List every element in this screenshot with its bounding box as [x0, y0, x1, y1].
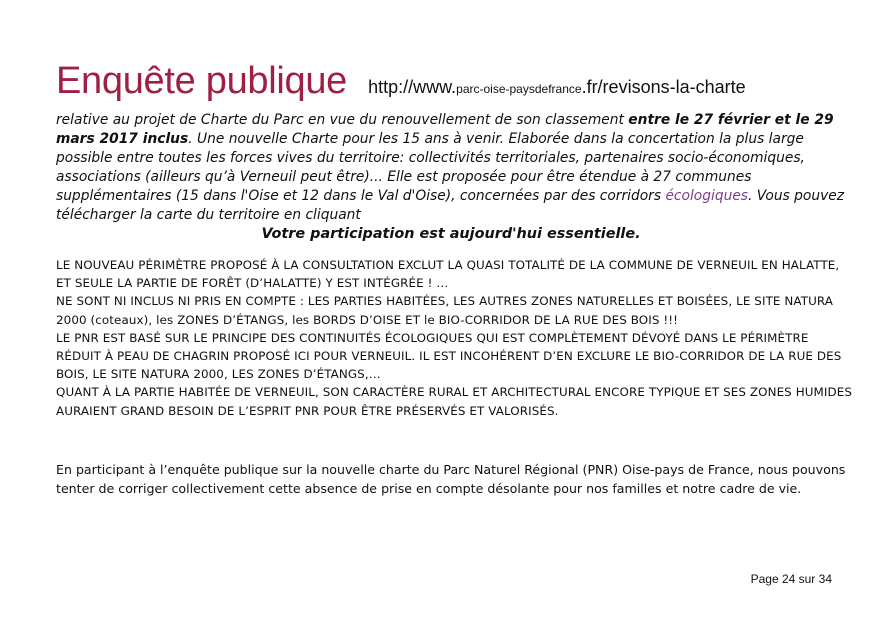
notice-paragraph: LE PNR EST BASÉ SUR LE PRINCIPE DES CONTINUITÉS ÉCOLOGIQUES QUI EST COMPLÈTEMENT DÉVOYÉ DANS LE PÉRIMÈTRE RÉDUIT À PEAU DE CHAGRIN PROPOSÉ ICI POUR VERNEUIL. IL EST INCOHÉRENT D’EN EXCLURE LE BIO-CORRIDOR DE LA RUE DES BOIS, LE SITE NATURA 2000, LES ZONES D’ÉTANGS,…: [56, 330, 842, 382]
url-domain: parc-oise-paysdefrance: [456, 82, 582, 96]
charter-url-link[interactable]: [368, 77, 746, 97]
intro-paragraph: [56, 111, 856, 244]
page-title: Enquête publique: [56, 60, 348, 102]
intro-text-2: . Une nouvelle Charte pour les 15 ans à venir. Elaborée dans la concertation la plus large possible entre toutes les forces vives du territoire: collectivités territoriales, partenaires socio-économiques, associations (ailleurs qu’à Verneuil peut être)... Elle est proposée pour être étendue à 27 communes supplémentaires (15 dans l'Oise et 12 dans le Val d'Oise), concernées par des corridors: [56, 131, 805, 204]
participation-callout: Votre participation est aujourd'hui essentielle.: [261, 226, 641, 242]
url-prefix: http://www.: [368, 77, 457, 97]
page-header: [56, 60, 746, 103]
notice-paragraph: LE NOUVEAU PÉRIMÈTRE PROPOSÉ À LA CONSULTATION EXCLUT LA QUASI TOTALITÉ DE LA COMMUNE DE VERNEUIL EN HALATTE, ET SEULE LA PARTIE DE FORÊT (D’HALATTE) Y EST INTÉGRÉE ! …: [56, 258, 840, 291]
closing-paragraph: En participant à l’enquête publique sur la nouvelle charte du Parc Naturel Régional (PNR) Oise-pays de France, nous pouvons tenter de corriger collectivement cette absence de prise en compte désolante pour nos familles et notre cadre de vie.: [56, 462, 846, 496]
intro-text-1: relative au projet de Charte du Parc en vue du renouvellement de son classement: [56, 112, 629, 128]
notice-paragraph: QUANT À LA PARTIE HABITÉE DE VERNEUIL, SON CARACTÈRE RURAL ET ARCHITECTURAL ENCORE TYPIQUE ET SES ZONES HUMIDES AURAIENT GRAND BESOIN DE L’ESPRIT PNR POUR ÊTRE PRÉSERVÉS ET VALORISÉS.: [56, 385, 853, 418]
url-suffix: .fr/revisons-la-charte: [581, 77, 746, 97]
notice-block: [56, 256, 856, 420]
inquiry-dates: entre le 27 février et le 29 mars 2017 inclus: [56, 112, 834, 147]
notice-paragraph: NE SONT NI INCLUS NI PRIS EN COMPTE : LES PARTIES HABITÉES, LES AUTRES ZONES NATURELLES ET BOISÉES, LE SITE NATURA 2000 (coteaux), les ZONES D’ÉTANGS, les BORDS D’OISE ET le BIO-CORRIDOR DE LA RUE DES BOIS !!!: [56, 294, 834, 327]
intro-text-3: . Vous pouvez télécharger la carte du territoire en cliquant: [56, 188, 844, 223]
page-number: Page 24 sur 34: [750, 572, 832, 586]
ecological-link[interactable]: écologiques: [665, 188, 748, 204]
